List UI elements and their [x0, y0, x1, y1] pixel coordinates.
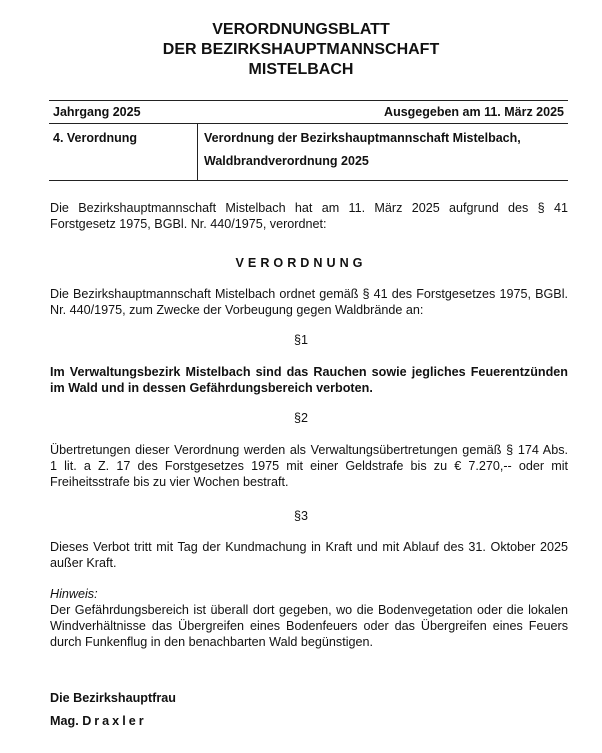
- ordinance-title-line-2: Waldbrandverordnung 2025: [204, 154, 369, 168]
- preamble-paragraph: Die Bezirkshauptmannschaft Mistelbach ordnet gemäß § 41 des Forstgesetzes 1975, BGBl. Nr. 440/1975, zum Zwecke der Vorbeugung gegen Waldbrände an:: [50, 287, 568, 317]
- hint-label: Hinweis:: [50, 587, 98, 601]
- hint-block: [50, 586, 568, 650]
- hint-text: Der Gefährdungsbereich ist überall dort gegeben, wo die Bodenvegetation oder die lokalen Windverhältnisse das Übergreifen eines Bodenfeuers oder das Übergreifen eines Feuers durch Funkenflug in den benachbarten Wald begünstigen.: [50, 603, 568, 649]
- intro-paragraph: Die Bezirkshauptmannschaft Mistelbach hat am 11. März 2025 aufgrund des § 41 Forstgesetz 1975, BGBl. Nr. 440/1975, verordnet:: [50, 201, 568, 231]
- ordinance-number: 4. Verordnung: [49, 124, 198, 181]
- ordinance-heading: VERORDNUNG: [235, 256, 367, 270]
- document-header: [0, 20, 602, 80]
- signature-title: Mag.: [50, 714, 79, 728]
- ordinance-title: [198, 124, 569, 181]
- ordinance-title-line-1: Verordnung der Bezirkshauptmannschaft Mistelbach,: [204, 131, 521, 145]
- header-line-2: DER BEZIRKSHAUPTMANNSCHAFT: [162, 41, 440, 58]
- issue-meta-table: [49, 100, 568, 181]
- header-line-1: VERORDNUNGSBLATT: [212, 21, 390, 38]
- signature-surname: Draxler: [82, 714, 147, 728]
- ordinance-row: [49, 124, 568, 181]
- issue-date: Ausgegeben am 11. März 2025: [198, 101, 569, 124]
- signature-role: Die Bezirkshauptfrau: [50, 691, 176, 705]
- header-line-3: MISTELBACH: [248, 61, 354, 78]
- section-2-text: Übertretungen dieser Verordnung werden als Verwaltungsübertretungen gemäß § 174 Abs. 1 lit. a Z. 17 des Forstgesetzes 1975 mit einer Geldstrafe bis zu € 7.270,-- oder mit Freiheitsstrafe bis zu vier Wochen bestraft.: [50, 443, 568, 489]
- section-1-text: Im Verwaltungsbezirk Mistelbach sind das Rauchen sowie jegliches Feuerentzünden im Wald und in dessen Gefährdungsbereich verboten.: [50, 365, 568, 395]
- section-1-label: §1: [293, 333, 308, 347]
- section-3-label: §3: [293, 509, 308, 523]
- section-3-text: Dieses Verbot tritt mit Tag der Kundmachung in Kraft und mit Ablauf des 31. Oktober 2025 außer Kraft.: [50, 540, 568, 570]
- section-2-label: §2: [293, 411, 308, 425]
- issue-year: Jahrgang 2025: [49, 101, 198, 124]
- issue-year-row: [49, 101, 568, 124]
- signature-name: [50, 713, 147, 729]
